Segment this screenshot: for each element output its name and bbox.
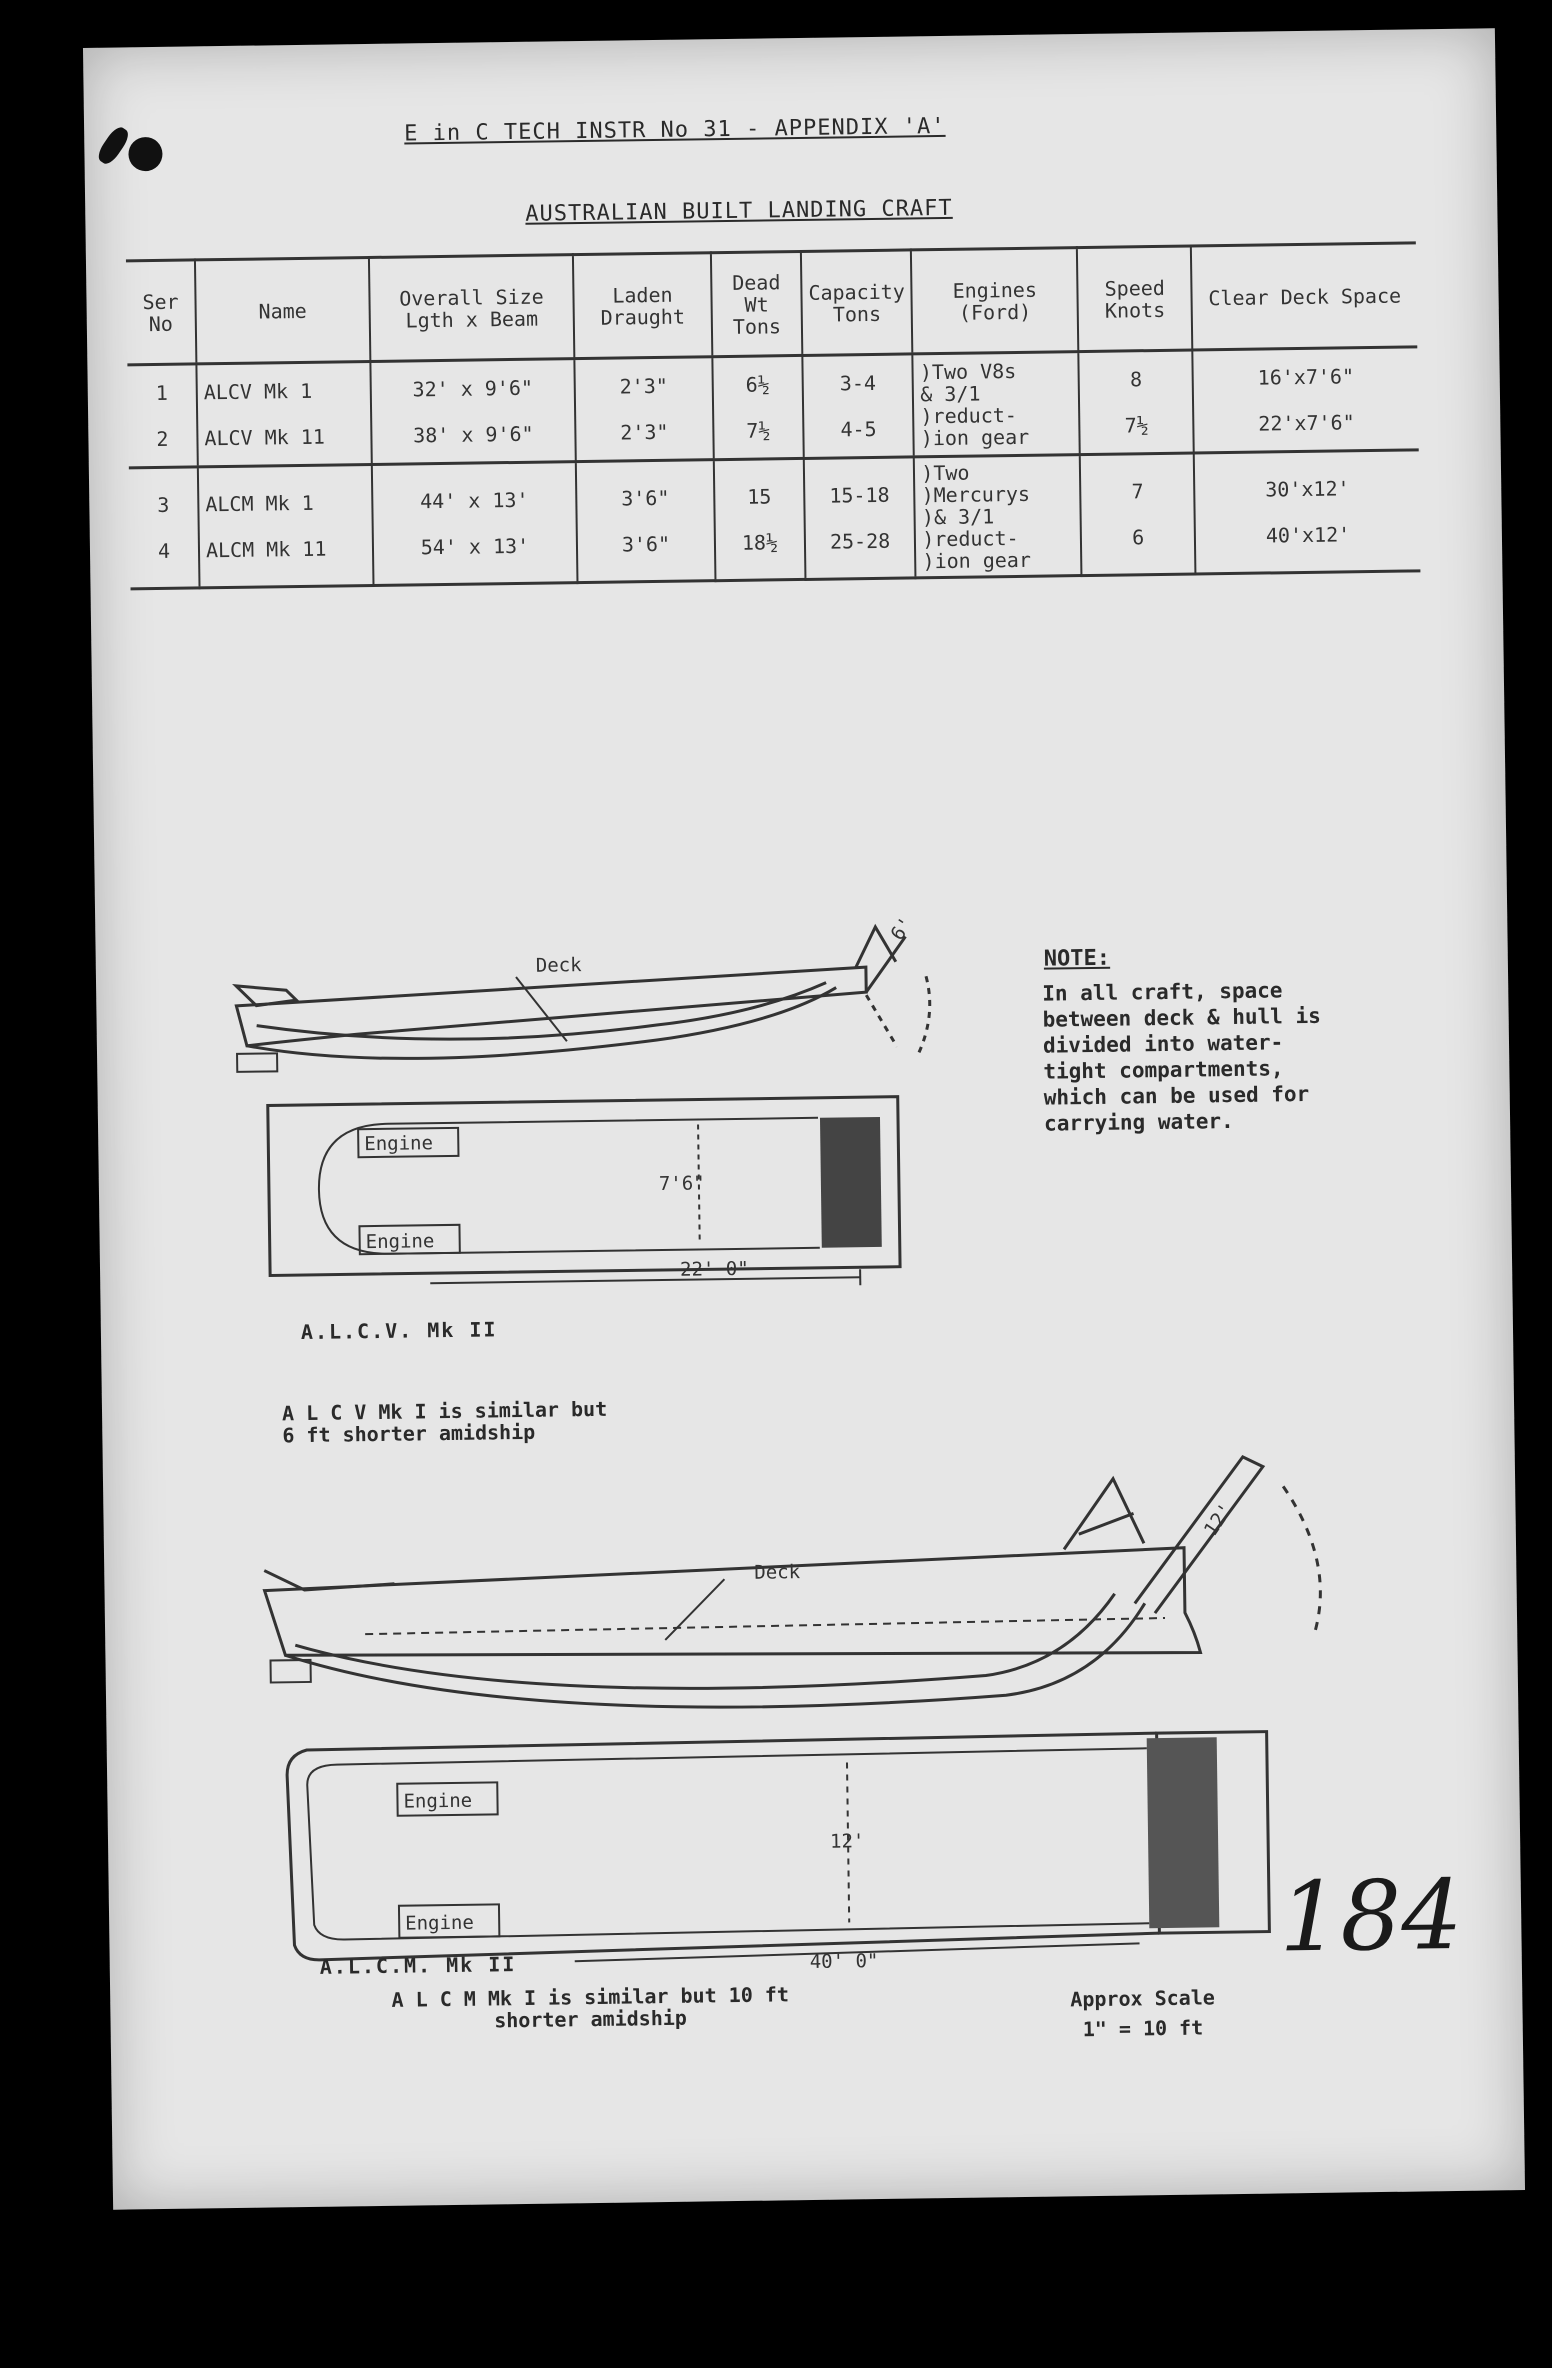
col-name: Name (195, 257, 370, 363)
alcm-note: A L C M Mk I is similar but 10 ft shorter amidship (391, 1982, 790, 2033)
cell-ser: 3 4 (157, 492, 171, 563)
alcv-stern (236, 985, 296, 1006)
alcm-ramp (1133, 1457, 1265, 1614)
cell-engines: )Two V8s & 3/1 )reduct- )ion gear (913, 352, 1080, 457)
document-reference: E in C TECH INSTR No 31 - APPENDIX 'A' (404, 113, 946, 147)
col-engines: Engines (Ford) (911, 248, 1078, 354)
alcv-beam-label: 7'6" (658, 1172, 705, 1196)
cell-speed: 8 7½ (1079, 350, 1194, 455)
cell-name: ALCV Mk 1 ALCV Mk 11 (196, 361, 371, 466)
handwritten-page-number: 184 (1278, 1858, 1464, 1974)
cell-name: ALCM Mk 1 ALCM Mk 11 (198, 464, 374, 587)
col-laden-draught: Laden Draught (573, 253, 712, 359)
alcm-hull-bottom (285, 1603, 1146, 1713)
cell-speed: 7 6 (1080, 453, 1196, 576)
alcm-beam-label: 12' (829, 1830, 865, 1853)
alcv-length-dim (430, 1277, 860, 1283)
alcv-engine-bottom-label: Engine (365, 1230, 435, 1254)
alcm-mk2-drawing (263, 1456, 1326, 1966)
approx-scale: Approx Scale 1" = 10 ft (1070, 1985, 1215, 2042)
alcm-ramp-arc (1283, 1486, 1321, 1631)
col-capacity: Capacity Tons (801, 250, 913, 356)
alcm-ramp-label: 12' (1199, 1499, 1238, 1541)
alcm-prop (271, 1660, 311, 1683)
alcm-ramp-hatch (1147, 1737, 1220, 1928)
alcm-engine-top-label: Engine (403, 1789, 473, 1813)
alcv-prop (237, 1053, 277, 1072)
cell-capacity: 3-4 4-5 (802, 354, 914, 459)
document-title: AUSTRALIAN BUILT LANDING CRAFT (525, 195, 953, 227)
cell-size: 44' x 13' 54' x 13' (372, 462, 578, 586)
note-body: In all craft, space between deck & hull is divided into water- tight compartments, which can be used for carrying water. (1042, 978, 1321, 1136)
cell-size: 32' x 9'6" 38' x 9'6" (370, 359, 575, 465)
alcv-ramp-label: 6' (886, 913, 918, 945)
note-heading: NOTE: (1043, 945, 1111, 972)
cell-capacity: 15-18 25-28 (804, 457, 916, 580)
col-ser-no: Ser No (142, 289, 179, 336)
cell-draught: 2'3" 2'3" (574, 357, 713, 462)
alcv-ramp-swing (866, 995, 897, 1047)
cell-deck: 30'x12' 40'x12' (1194, 450, 1420, 574)
col-overall-size: Overall Size Lgth x Beam (369, 255, 574, 362)
alcv-ramp-hatch (820, 1117, 882, 1248)
col-dead-wt: Dead Wt Tons (711, 251, 802, 356)
alcv-note: A L C V Mk I is similar but 6 ft shorter amidship (281, 1396, 608, 1448)
alcv-ramp-arc (916, 976, 930, 1056)
alcm-engine-bottom-label: Engine (405, 1911, 474, 1935)
alcm-ramp-frame (1063, 1478, 1144, 1549)
cell-draught: 3'6" 3'6" (576, 460, 716, 583)
document-page (83, 28, 1525, 2210)
alcm-deck-dashed (365, 1618, 1165, 1634)
alcv-engine-top-label: Engine (364, 1132, 434, 1156)
cell-dead-wt: 15 18½ (714, 458, 806, 580)
alcm-length-label: 40' 0" (809, 1950, 879, 1974)
alcv-deck-line (256, 983, 827, 1042)
alcv-deck-label: Deck (535, 954, 582, 977)
alcm-caption: A.L.C.M. Mk II (319, 1952, 517, 1979)
alcv-mk2-drawing (235, 926, 933, 1294)
col-deck-space: Clear Deck Space (1191, 243, 1417, 350)
alcm-plan-inner (307, 1748, 1149, 1940)
alcm-deck-line (295, 1594, 1116, 1694)
cell-dead-wt: 6½ 7½ (712, 355, 803, 459)
cell-ser: 1 2 (155, 380, 169, 451)
alcv-caption: A.L.C.V. Mk II (300, 1317, 498, 1345)
alcm-stern (264, 1569, 394, 1591)
alcm-deck-label: Deck (754, 1561, 801, 1584)
alcm-deck-pointer (664, 1579, 725, 1640)
cell-deck: 16'x7'6" 22'x7'6" (1193, 347, 1419, 453)
cell-engines: )Two )Mercurys )& 3/1 )reduct- )ion gear (914, 455, 1082, 578)
alcv-length-label: 22' 0" (679, 1257, 749, 1281)
col-speed: Speed Knots (1077, 246, 1192, 352)
